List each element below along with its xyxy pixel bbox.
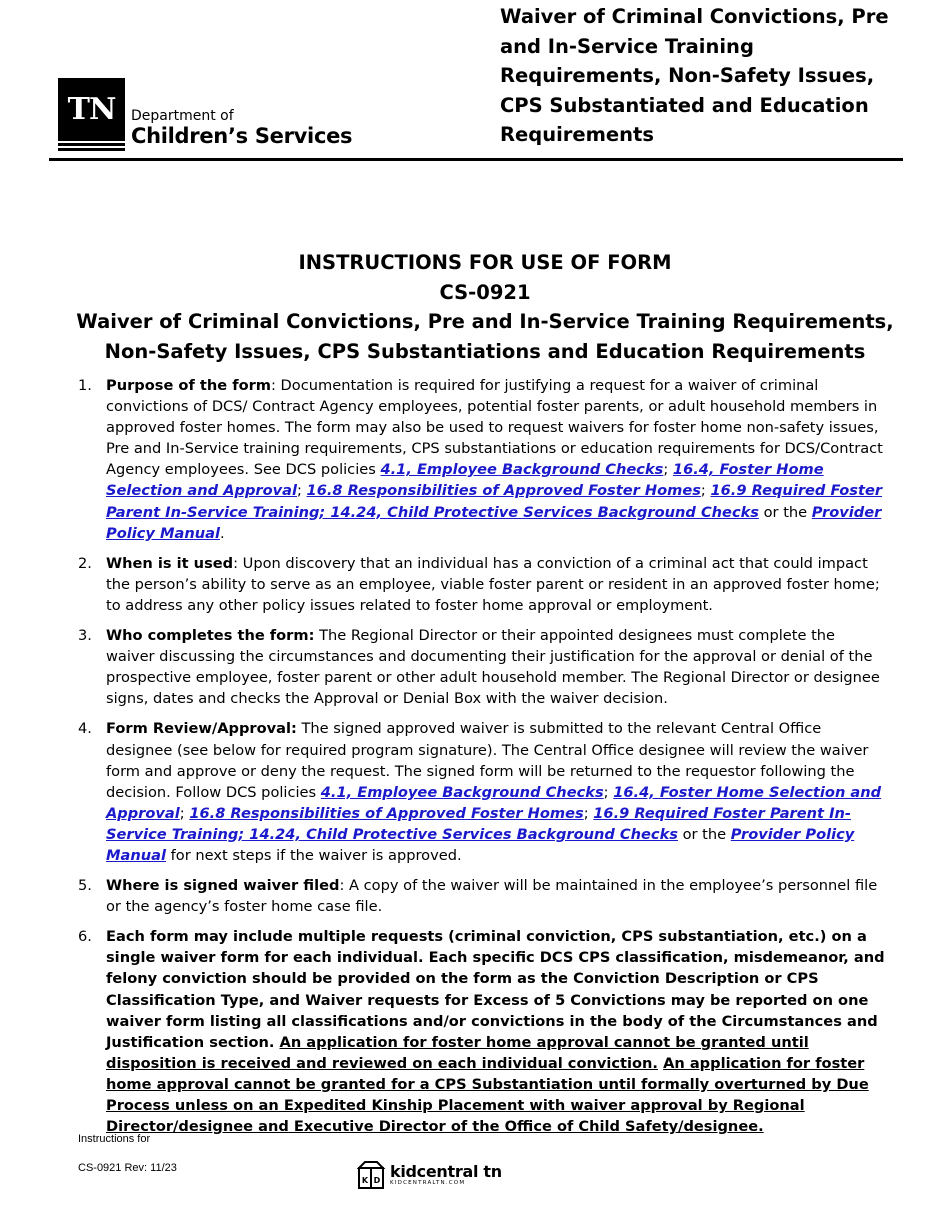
page-title [40,248,930,366]
header-rule [49,158,903,161]
list-item [78,625,888,709]
item-text: Each form may include multiple requests (criminal conviction, CPS substantiation, etc.) on a single waiver form for each individual. Each specific DCS CPS classification, misdemeanor, and felony conviction should be provided on the form as the Conviction Description or CPS Classification Type, and Waiver requests for Excess of 5 Convictions may be reported on one waiver form listing all classifications and/or convictions in the body of the Circumstances and Justification section. [106,928,885,1051]
instruction-list [78,375,888,1146]
item-number: 5. [78,877,92,895]
logo-lines [58,141,125,151]
item-label: Where is signed waiver filed [106,877,340,895]
list-item [78,375,888,544]
separator: ; [583,804,594,822]
item-end: . [219,524,225,542]
item-label: Who completes the form: [106,627,315,645]
department-line2: Children’s Services [131,124,353,148]
item-number: 1. [78,377,92,394]
title-line3: Waiver of Criminal Convictions, Pre and In-Service Training Requirements, [76,310,894,333]
item-number: 6. [78,928,92,946]
separator: ; [700,482,711,500]
link-policy-16-4[interactable]: 16.4, Foster Home Selection and Approval [106,783,882,822]
connector-text: or the [758,503,812,521]
separator: ; [663,461,673,479]
separator: ; [603,783,614,801]
tn-logo-box: TN [58,78,125,141]
title-line4: Non-Safety Issues, CPS Substantiations and Education Requirements [104,339,866,363]
item-label: When is it used [106,554,234,572]
link-policy-16-8[interactable]: 16.8 Responsibilities of Approved Foster Homes [306,482,701,500]
kidcentral-url: KIDCENTRALTN.COM [390,1179,466,1186]
dcs-logo [58,78,353,148]
department-name [131,108,352,148]
link-provider-policy-manual[interactable]: Provider Policy Manual [106,825,855,864]
header-title: Waiver of Criminal Convictions, Pre and In-Service Training Requirements, Non-Safety Issues, CPS Substantiated and Education Requirements [500,5,889,147]
item-number: 2. [78,554,92,572]
list-item [78,718,888,866]
kidcentral-logo [357,1160,502,1190]
link-policy-16-9[interactable]: 16.9 Required Foster Parent In-Service Training; 14.24, Child Protective Services Background Checks [106,482,883,521]
item-text: : A copy of the waiver will be maintained in the employee’s personnel file or the agency’s foster home case file. [106,877,878,916]
link-policy-16-9[interactable]: 16.9 Required Foster Parent In-Service Training; 14.24, Child Protective Services Background Checks [106,804,851,843]
list-item [78,875,888,917]
link-provider-policy-manual[interactable]: Provider Policy Manual [106,503,882,542]
title-line1: INSTRUCTIONS FOR USE OF FORM [298,251,672,274]
kidcentral-brand: kidcentral tn [390,1161,502,1181]
blocks-icon [357,1160,387,1190]
connector-text: or the [677,825,731,843]
item-end: for next steps if the waiver is approved. [166,846,462,864]
separator: ; [296,482,307,500]
item-label: Form Review/Approval: [106,720,297,738]
list-item [78,926,888,1137]
item-number: 3. [78,627,92,645]
link-policy-16-4[interactable]: 16.4, Foster Home Selection and Approval [106,461,824,500]
item-number: 4. [78,720,92,738]
title-line2: CS-0921 [439,280,531,304]
item-text: : Upon discovery that an individual has a conviction of a criminal act that could impact the person’s ability to serve as an employee, viable foster parent or resident in an approved foster home; to address any other policy issues related to foster home approval or employment. [106,554,880,614]
link-policy-4-1[interactable]: 4.1, Employee Background Checks [380,461,664,479]
link-policy-16-8[interactable]: 16.8 Responsibilities of Approved Foster Homes [189,804,584,822]
list-item [78,553,888,616]
underlined-statement-1: An application for foster home approval cannot be granted until disposition is received and reviewed on each individual conviction. [106,1033,809,1072]
footer-line1: Instructions for [78,1133,151,1145]
svg-text:K: K [361,1176,369,1185]
department-line1: Department of [131,108,234,124]
svg-text:D: D [373,1176,381,1185]
item-text: The signed approved waiver is submitted to the relevant Central Office designee (see below for required program signature). The Central Office designee will review the waiver form and approve or deny the request. The signed form will be returned to the requestor following the decision. Follow DCS policies [106,720,869,801]
separator: ; [179,804,190,822]
item-label: Purpose of the form [106,377,271,394]
footer-form-revision: CS-0921 Rev: 11/23 [78,1162,177,1174]
underlined-statement-2: An application for foster home approval cannot be granted for a CPS Substantiation until formally overturned by Due Process unless on an Expedited Kinship Placement with waiver approval by Regional Director/designee and Executive Director of the Office of Child Safety/designee. [106,1054,869,1136]
item-text: The Regional Director or their appointed designees must complete the waiver discussing the circumstances and documenting their justification for the approval or denial of the prospective employee, foster parent or other adult household member. The Regional Director or designee signs, dates and checks the Approval or Denial Box with the waiver decision. [106,627,880,708]
item-text: : Documentation is required for justifying a request for a waiver of criminal convictions of DCS/ Contract Agency employees, potential foster parents, or adult household members in approved foster homes. The form may also be used to request waivers for foster home non-safety issues, Pre and In-Service training requirements, CPS substantiations or education requirements for DCS/Contract Agency employees. See DCS policies [106,377,883,479]
link-policy-4-1[interactable]: 4.1, Employee Background Checks [320,783,604,801]
